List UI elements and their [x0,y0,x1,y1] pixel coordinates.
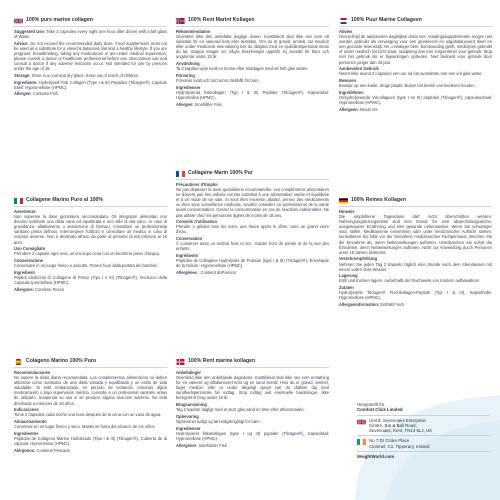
section-header [339,198,492,207]
consumption-recommendation [339,256,492,271]
section-header [176,359,329,368]
heading: Précautions d'Emploi [176,182,218,187]
heading: Aanbevolen Gebruik [339,66,379,72]
text: Innehåller Fisk [194,101,222,107]
heading: Förvaring [176,72,195,78]
recommended-use [14,246,167,256]
heading: Brugsanvisning [176,402,207,408]
heading: Recomendaciones [14,370,51,375]
section-header [176,18,329,27]
text: Bevat Vis [360,106,378,112]
heading: Användning [176,61,200,67]
heading: Ingrediënten [339,89,364,95]
italy-flag-icon [14,198,23,204]
text: Enthält Fisch [380,301,405,307]
section-title: Colágeno Marino 100% Puro [26,358,97,365]
label: Allergen: [14,91,32,97]
label: Suggested Use: [14,29,46,34]
text: No supere la dosis diaria recomendada. Los complementos alimenticios no deben utilizarse como sustitutos de una dieta variada y equilibrada y un estilo de vida saludable. Si está embarazada, en periodo de lactancia, tomando algún medicamento o bajo supervisión médica, consulte a un profesional sanitario antes de utilizarlo. Suspenda su uso si se produce alguna reacción adversa. No está destinado a menores de 18 años. [14,375,167,406]
france-flag-icon [176,171,185,177]
allergen [339,302,492,307]
ingredients [339,90,492,105]
text: Peptides de Collagène Hydrolysés de Poisson (type I & III) (Tilcagen®), Enveloppe de la Gélule : Hypromellose (HPMC). [176,258,329,269]
label: Allergeen: [339,106,360,112]
text: Contiene Pesce [35,286,65,292]
label: Allergene: [14,286,35,292]
label: Ingredients: [14,79,38,85]
suggested-use [14,29,167,39]
ingredients [176,85,329,100]
allergen [14,91,167,96]
text: Prendre 2 gélules tous les soirs, une heure après le dîner, avec un grand verre d'eau. [176,224,329,235]
label: Storage: [14,72,31,78]
text: Peptidi Idrolizzati di Collagene di Pesce (Tipo I e III) (Tilcagen®), Involucro della Capsula: Ipromellosa (HPMC). [14,274,167,285]
text: Do not exceed the recommended daily dose. Food supplements must not be used as a substitute for a varied & balanced diet and a healthy lifestyle. If you are pregnant, breastfeeding, taking any medications or are under medical supervision, please consult a doctor or healthcare professional before use. Discontinue use and consult a doctor if any adverse reactions occur. Not intended for use by persons under the age of 18. [14,40,167,72]
text: Tome 2 cápsulas cada noche una hora después de la cena con un vaso de agua. [14,412,162,418]
heading: Rekommendation [176,29,211,34]
column-right [339,17,492,307]
heading: Lagerung [339,273,358,279]
storage [339,78,492,88]
heading: Avvertenze [14,209,36,214]
section-title: 100% pure marine collagen [26,17,93,24]
heading: Opbevaring [176,413,199,419]
label: Advice: [14,40,29,46]
heading: Advies [339,29,353,34]
text: Hydrolysed Fish Collagen (Type I & III) Peptides (Tilcagen®), Capsule Shell: Hypromellose (HPMC). [14,79,168,90]
divider [357,415,490,416]
heading: Indicaciones [14,407,39,413]
label: Allergener: [176,442,198,448]
section-spanish [14,359,167,454]
heading: Hinweis [339,209,355,214]
ingredients [339,285,492,300]
made-for-label: Hergestellt für [357,402,385,407]
allergen [176,443,329,448]
text: Prendere 2 capsule ogni sera, un'ora dopo cena con un bicchiere pieno d'acqua. [14,251,160,257]
netherlands-flag-icon [339,18,348,24]
address-line: No 7 Dr Croke Place [369,438,410,444]
allergen [176,270,329,275]
text: Bewaar op een koele, droge plaats. Buiten het bereik van kinderen houden. [339,83,476,89]
section-danish [176,359,329,449]
label: Allergènes : [176,269,200,275]
address-uk [357,418,490,434]
warnings [14,209,167,245]
text: Overskrid ikke den anbefalede dagsdosis. Kosttilskud skal ikke ses som erstatning for en varieret og afbalanceret kost og en sund livsstil. Hvis du er gravid, ammer, tager medicin eller er under lægeligt opsyn bør du rådføre dig med sundhedspersonale før indtag. Stop indtag ved eventuelle bivirkninger. Ikke beregnet til brug under 18 år. [176,375,329,401]
divider [357,451,490,452]
section-header [14,198,167,207]
text: Contiene Pescado [36,447,70,453]
allergen [14,448,167,453]
address-line: Sevenoaks, Kent, TN14 5LJ, UK [369,428,433,434]
heading: Ingrédients [176,253,199,258]
text: Hydrolyseret fiskekollagen (type I og III) peptider (Tilcagen®), Kapselskal: Hypromellose (HPMC). [176,430,329,441]
text: Contains Fish [32,91,58,97]
text: Conservare in un luogo fresco e asciutto. Tenere fuori dalla portata dei bambini. [14,263,158,269]
address-line: Centre, Bat & Ball Road, [369,422,417,428]
denmark-flag-icon [176,359,185,365]
storage [176,414,329,424]
heading: Zutaten [339,285,354,291]
section-title: Collagène Marin 100% Pur [188,170,253,177]
text: Forvaras svalt och torrt utom räckhåll för barn. [176,78,260,84]
spain-flag-icon [14,359,23,365]
heading: Conservazione [14,258,44,264]
section-title: 100% Rent marine kollagen [188,358,256,365]
text: Indeholder Fisk [198,442,227,448]
text: Hydrolyserad fiskkollagen (Typ I & III) Peptider (Tilcagen®), Kapselskal: Hypromellos (HPMC). [176,89,329,100]
text: Ne pas dépasser la dose quotidienne recommandée. Les compléments alimentaires ne doivent pas être utilisés comme substitut à une alimentation variée et équilibrée et à un mode de vie sain. Si vous êtes enceinte, allaitez, prenez des médicaments ou êtes sous surveillance médicale, veuillez consulter un professionnel de la santé avant consommation. Cesser la consommation en cas de réactions indésirables. Ne pas utiliser chez les personnes âgées de moins de 18 ans. [176,187,329,218]
label: Allergeninformation: [339,301,380,307]
section-german [339,198,492,309]
text: Gehydrolyseerde Viscollageen (type I en III) peptiden (Tilcagen®), capsuleschaal: Hypromellose (HPMC). [339,94,492,105]
text: Opbevares køligt og tørt utilgængeligt for børn. [176,419,261,425]
text: Overskrid ikke den anbefalte daglige dosen. Kosttilskott skal ikke ses som ett substitut för en varierad kost eller livsstilen. Om du är gravid, ammar, tar medicin eller under medicinsk övervakning bör du rådgöra med en sjukvårdspersonal innan du tar. Stoppa intaget om några biverkningar uppstår. Ej avsedd för barn och ungdomar under 18 år. [176,34,329,60]
column-left [14,17,168,453]
section-english [14,18,167,97]
text: Péptidos de Colágeno Marino Hidrolizado (Tipo I & III) (Tilcagen®), Cubierta de la cápsula: Hipromelosa (HPMC). [14,435,167,446]
section-header [14,359,167,368]
address-ireland [357,438,490,449]
recommendations [14,370,167,406]
recommendation [176,29,329,60]
section-title: 100% Rent Marint Kollagen [188,17,255,24]
storage [176,236,329,251]
address-lines [369,438,429,449]
usage [176,61,329,71]
section-title: 100% Reines Kollagen [351,197,407,204]
label: Alérgenos: [14,447,36,453]
section-french [176,171,329,277]
section-header [14,18,167,27]
heading: Verzehrempfehlung [339,256,377,262]
ingredients [176,253,329,268]
heading: Uso Consigliato [14,246,46,252]
text: Non superare la dose giornaliera raccomandata. Gli integratori alimentari non devono sostituire una dieta varia ed equilibrata e uno stile di vita sano. In caso di gravidanza, allattamento o assunzione di farmaci, consultare un professionista sanitario prima dell'uso. Interrompere l'utilizzo e consultare un medico in caso di reazioni avverse. Non è destinato all'uso da parte di persone di età inferiore ai 18 anni. [14,214,167,245]
heading: Conseils d'utilisation [176,219,218,225]
storage [14,73,167,78]
section-header [339,18,492,27]
usage [176,402,329,412]
recommended-use [339,66,492,76]
address-lines [369,418,432,434]
text: Ta 2 kapslar varje kvall en timme efter middagen med ett helt glas vatten. [176,66,309,72]
manufacturer-info [357,402,490,459]
recommendations [176,370,329,401]
text: Die empfohlene Tagesdosis darf nicht überschritten werden. Nahrungsergänzungsmittel sind kein Ersatz für eine abwechslungsreiche, ausgewogene Ernährung und eine gesunde Lebensweise. Wenn Sie schwanger sind, stillen, Medikamente einnehmen oder unter medizinischer Aufsicht stehen, konsultieren Sie bitte vor der Einnahme medizinisches Fachpersonal. Brechen Sie die Einnahme ab, wenn Nebenwirkungen auftreten. Unterbrechen Sie sofort die Einnahme, wenn Nebenwirkungen auftreten. Nicht zur Anwendung durch Personen unter 18 Jahren bestimmt. [339,214,492,255]
company-name: Comfort Click Limited [357,407,403,413]
heading: Ingredienser [176,84,201,90]
allergen [339,107,492,112]
allergen [14,287,167,292]
uk-flag-icon [357,419,366,425]
ingredients [176,426,329,441]
text: Conservar en un lugar fresco y seco. Mantener fuera del alcance de los niños. [14,424,156,430]
section-norwegian [176,18,329,107]
section-header [176,171,329,180]
directions [14,407,167,417]
text: Store in a cool and dry place. Keep out of reach of children. [31,72,140,78]
germany-flag-icon [339,198,348,204]
ireland-flag-icon [357,439,366,445]
text: Kühl und trocken lagern. Außerhalb der Reichweite von Kindern aufbewahren. [339,278,481,284]
section-title: Collagene Marino Puro al 100% [26,197,103,204]
text: Neem elke avond 2 capsules een uur na het avondeten met een vol glas water. [339,71,483,77]
ingredients [14,80,167,90]
precautions [176,182,329,218]
allergen [176,102,329,107]
heading: Conservation [176,236,203,242]
storage [176,73,329,83]
section-dutch [339,18,492,112]
text: Hydrolysierte Tilcagen® Fischkollagen-Peptide (Typ I & III), Kapselhülle: Hypromellose (HPMC). [339,290,492,301]
text: Contient duPoisson [200,269,237,275]
website-link[interactable]: WeightWorld.com [357,454,395,460]
storage [339,273,492,283]
address-line: Clonmel, Co. Tipperary, Ireland [369,443,430,449]
column-middle [176,17,329,448]
text: Overschrijd de aanbevolen dagelijkse dosis niet. Voedingssupplementen mogen niet worden gebruikt als vervanging voor een gevarieerd en uitgebalanceerd dieet en een gezonde levensstijl. Als u zwanger bent, borstvoeding geeft, medicijnen gebruikt of onder medisch toezicht staat, raadpleeg dan een zorgverlener voor gebruik. Stop met het gebruik als er bijwerkingen optreden. Niet bedoeld voor gebruik door personen jonger dan 18 jaar. [339,34,492,65]
section-title: 100% Puur Marine Collageen [351,17,422,24]
heading: Bewaren [339,78,357,84]
heading: Ingredientes [14,430,39,436]
storage [14,419,167,429]
address-line: Unit 8, Sevenoaks Enterprise [369,417,426,423]
heading: Almacenamiento [14,419,47,425]
notice [339,209,492,255]
norway-flag-icon [176,18,185,24]
heading: Ingredienti [14,269,35,275]
divider [357,435,490,436]
section-italian [14,198,167,293]
usage-advice [176,219,329,234]
label: Allergen: [176,101,194,107]
uk-flag-icon [14,18,23,24]
text: À conserver dans un endroit frais et sec. Garder hors de portée et de la vue des enfants. [176,241,329,252]
ingredients [14,431,167,446]
heading: Anbefalinger [176,370,202,375]
advice [339,29,492,65]
text: Take 2 capsules every night one hour after dinner with a full glass of Water. [14,29,168,40]
text: Tag 2 kapsler dagligt med et stort glas vand en time efter aftensmaden. [176,407,305,413]
storage [14,258,167,268]
heading: Ingredienser [176,425,201,431]
ingredients [14,270,167,285]
text: Nehmen Sie jeden Tag 2 Kapseln täglich eine Stunde nach dem Abendessen mit einem vollen Glas Wasser. [339,261,492,272]
advice [14,41,167,72]
